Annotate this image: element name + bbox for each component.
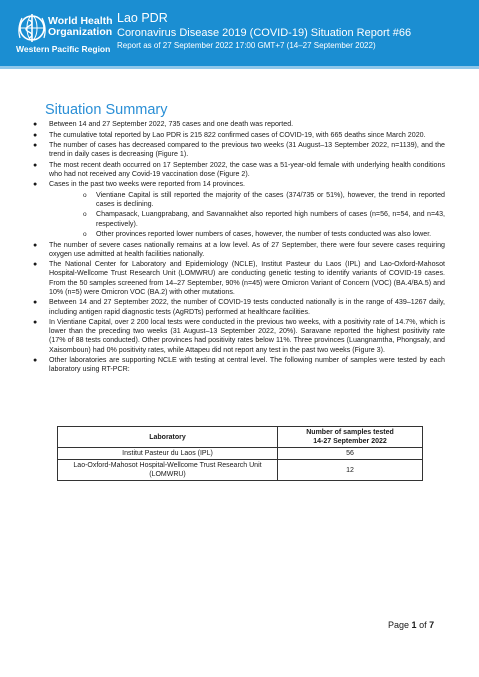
table-row	[58, 448, 423, 460]
list-item	[33, 318, 445, 355]
total-pages: 7	[429, 620, 435, 630]
page-footer	[388, 620, 434, 630]
bullet-icon: ●	[33, 131, 38, 139]
sub-list-item-text: Vientiane Capital is still reported the majority of the cases (374/735 or 51%), however, the trend in reported cases is declining.	[96, 190, 445, 208]
header-samples-line2: 14-27 September 2022	[313, 438, 387, 445]
country-name: Lao PDR	[117, 11, 168, 25]
summary-content	[33, 120, 445, 376]
bullet-icon: ●	[33, 299, 38, 307]
list-item	[33, 180, 445, 239]
list-item	[33, 161, 445, 179]
list-item	[33, 356, 445, 374]
cell-count: 12	[278, 460, 423, 481]
list-item-text: The number of severe cases nationally remains at a low level. As of 27 September, there were four severe cases requiring oxygen use admitted at health facilities nationally.	[49, 240, 445, 258]
list-item-text: The cumulative total reported by Lao PDR is 215 822 confirmed cases of COVID-19, with 665 deaths since March 2020.	[49, 130, 426, 139]
bullet-icon: ●	[33, 142, 38, 149]
page-word: Page	[388, 620, 410, 630]
list-item	[33, 298, 445, 316]
summary-list	[33, 120, 445, 375]
sub-bullet-icon: o	[83, 191, 87, 199]
of-word: of	[419, 620, 427, 630]
bullet-icon: ●	[33, 357, 38, 365]
org-line1: World Health	[48, 15, 113, 27]
list-item	[33, 260, 445, 297]
list-item-text: The National Center for Laboratory and Epidemiology (NCLE), Institut Pasteur du Laos (IPL) and Lao-Oxford-Mahosot Hospital-Wellcome Trust Research Unit (LOMWRU) are conducting genetic testing to identify variants of COVID-19 cases. From the 50 samples screened from 14–27 September, 90% (n=45) were Omicron Variant of Concern (VOC) (BA.4/BA.5) and 10% (n=5) were Omicron VOC (BA.2) with other mutations.	[49, 260, 445, 296]
header-samples-line1: Number of samples tested	[306, 429, 394, 436]
org-name	[48, 16, 128, 38]
bullet-icon: ●	[33, 319, 38, 327]
table-row	[58, 460, 423, 481]
sub-list-item	[49, 191, 445, 209]
bullet-icon: ●	[33, 161, 38, 169]
list-item-text: In Vientiane Capital, over 2 200 local tests were conducted in the previous two weeks, with a positivity rate of 14.7%, which is lower than the preceding two weeks (31 August–13 September 2022, 20%). Saravane reported the highest positivity rate (17% of 88 tests conducted). Other provinces had positivity rates below 11%. Three provinces (Luangnamtha, Phongsaly, and Xaisomboun) had 0% positivity rates, while Attapeu did not report any test in the past two weeks (Figure 3).	[49, 318, 445, 354]
org-line2: Organization	[48, 26, 113, 38]
section-title: Situation Summary	[45, 102, 168, 118]
bullet-icon: ●	[33, 261, 38, 269]
sub-list-item	[49, 230, 445, 239]
header-samples	[278, 427, 423, 448]
cell-count: 56	[278, 448, 423, 460]
region-name: Western Pacific Region	[16, 44, 111, 54]
header-laboratory: Laboratory	[58, 427, 278, 448]
list-item	[33, 141, 445, 159]
bullet-icon: ●	[33, 121, 38, 128]
list-item	[33, 120, 445, 129]
table-header-row	[58, 427, 423, 448]
who-logo	[16, 10, 112, 56]
list-item-text: Between 14 and 27 September 2022, 735 cases and one death was reported.	[49, 120, 294, 128]
list-item	[33, 131, 445, 140]
header-divider	[0, 66, 479, 69]
sub-list-item-text: Champasack, Luangprabang, and Savannakhet also reported high numbers of cases (n=56, n=54, and n=43, respectively).	[96, 210, 445, 228]
list-item-text: The most recent death occurred on 17 September 2022, the case was a 51-year-old female with underlying health conditions who had not received any Covid-19 vaccination dose (Figure 2).	[49, 160, 445, 178]
cell-lab: Lao-Oxford-Mahosot Hospital-Wellcome Trust Research Unit (LOMWRU)	[58, 460, 278, 481]
sub-list-item-text: Other provinces reported lower numbers of cases, however, the number of tests conducted was also lower.	[96, 230, 432, 239]
sub-list	[49, 191, 445, 240]
list-item-text: Cases in the past two weeks were reported from 14 provinces.	[49, 180, 245, 189]
sub-bullet-icon: o	[83, 231, 87, 239]
list-item	[33, 241, 445, 259]
sub-bullet-icon: o	[83, 211, 87, 219]
list-item-text: Other laboratories are supporting NCLE with testing at central level. The following number of samples were tested by each laboratory using RT-PCR:	[49, 356, 445, 374]
lab-samples-table	[57, 426, 423, 481]
page-number: 1	[411, 620, 417, 630]
bullet-icon: ●	[33, 241, 38, 249]
report-date: Report as of 27 September 2022 17:00 GMT+7 (14–27 September 2022)	[117, 41, 376, 50]
list-item-text: Between 14 and 27 September 2022, the number of COVID-19 tests conducted nationally is in the range of 439–1267 daily, including antigen rapid diagnostic tests (AgRDTs) performed at healthcare facilities.	[49, 298, 445, 316]
sub-list-item	[49, 210, 445, 228]
report-header	[0, 0, 479, 66]
report-heading	[117, 11, 467, 52]
report-title: Coronavirus Disease 2019 (COVID-19) Situation Report #66	[117, 27, 412, 39]
cell-lab: Institut Pasteur du Laos (IPL)	[58, 448, 278, 460]
bullet-icon: ●	[33, 181, 38, 189]
list-item-text: The number of cases has decreased compared to the previous two weeks (31 August–13 September 2022, n=1139), and the trend in daily cases is decreasing (Figure 1).	[49, 141, 445, 159]
